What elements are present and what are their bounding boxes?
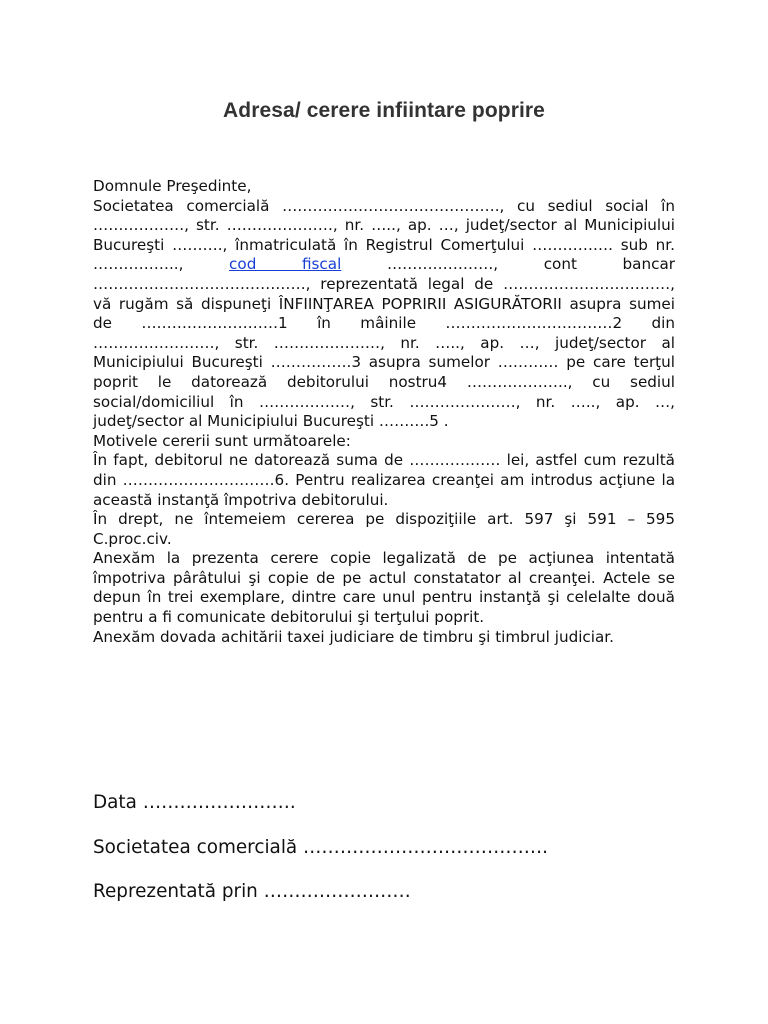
document-body (93, 177, 675, 647)
document-title: Adresa/ cerere infiintare poprire (223, 99, 545, 122)
salutation: Domnule Preşedinte, (93, 177, 252, 195)
signature-representative-line: Reprezentată prin …………………… (93, 881, 411, 902)
paragraph-company-details (93, 197, 675, 432)
paragraph-anexe-copie: Anexăm la prezenta cerere copie legalizată de pe acţiunea intentată împotriva pârâtului şi copie de pe actul constatator al creanţei. Actele se depun în trei exemplare, dintre care unul pentru instanţă şi celelalte două pentru a fi comunicate debitorului şi terţului poprit. (93, 549, 675, 627)
paragraph-fapt: În fapt, debitorul ne datorează suma de ……………… lei, astfel cum rezultă din …………………………6. Pentru realizarea creanţei am introdus acţiune la această instanţă împotriva debitorului. (93, 451, 675, 509)
paragraph-drept: În drept, ne întemeiem cererea pe dispoziţiile art. 597 şi 591 – 595 C.proc.civ. (93, 510, 675, 548)
paragraph-company-text-2: …………………, cont bancar ……………………………………, reprezentată legal de ……………………………, vă rugăm să dispuneţi ÎNFIINŢAREA POPRIRII ASIGURĂTORII asupra sumei de ………………………1 în mâinile ……………………………2 din ……………………, str. …………………, nr. ….., ap. …, judeţ/sector al Municipiului Bucureşti …………….3 asupra sumelor ………… pe care terţul poprit le datorează debitorului nostru4 ……………….., cu sediul social/domiciliul în ………………, str. …………………, nr. ….., ap. …, judeţ/sector al Municipiului Bucureşti ……….5 . (93, 255, 676, 431)
motive-heading: Motivele cererii sunt următoarele: (93, 431, 351, 450)
signature-company-line: Societatea comercială …………………………………. (93, 837, 548, 858)
cod-fiscal-link[interactable]: cod fiscal (229, 255, 342, 274)
paragraph-anexe-taxa: Anexăm dovada achitării taxei judiciare de timbru şi timbrul judiciar. (93, 627, 614, 646)
signature-date-line: Data ……………………. (93, 792, 296, 813)
paragraph-company-text-1: Societatea comercială ……………………………………., cu sediul social în ………………, str. …………………, nr. ….., ap. …, judeţ/sector al Municipiului Bucureşti ………., înmatriculată în Registrul Comerţului ……………. sub nr. …………….., (93, 196, 675, 274)
